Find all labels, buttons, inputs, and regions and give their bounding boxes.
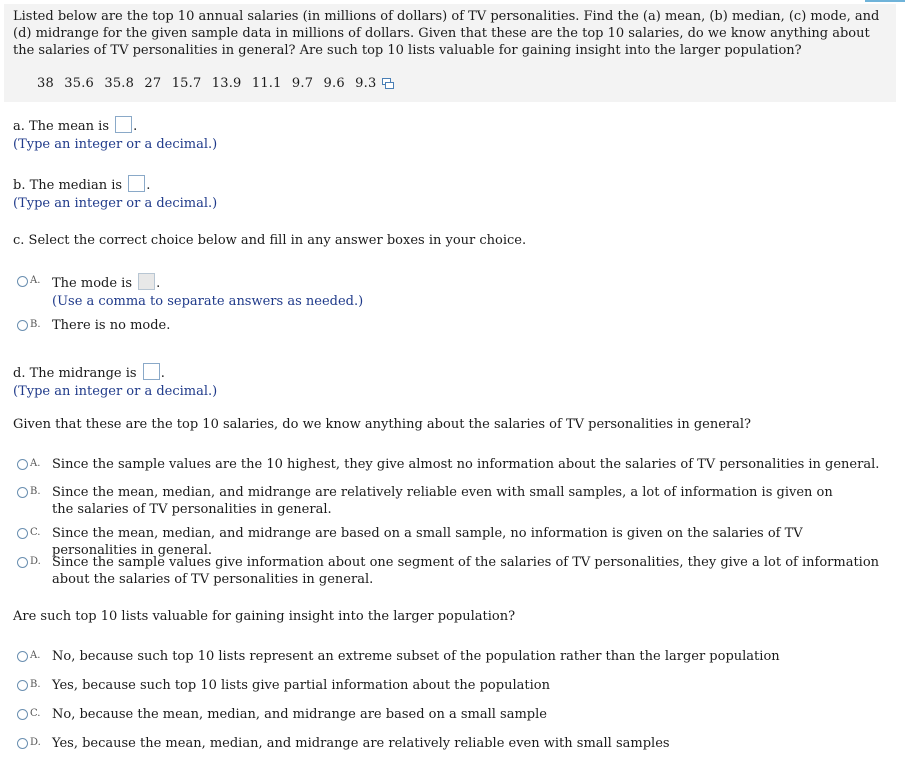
radio-button[interactable] <box>17 680 28 691</box>
general-option-d[interactable]: D. Since the sample values give information about one segment of the salaries of TV personalities, they give a lot of information about the salaries of TV personalities in general. <box>17 554 892 588</box>
radio-button[interactable] <box>17 487 28 498</box>
mode-option-b-text: There is no mode. <box>52 318 171 333</box>
mode-option-a[interactable]: A. The mode is . <box>17 273 160 292</box>
median-answer-box[interactable] <box>128 175 145 192</box>
mode-answer-box[interactable] <box>138 273 155 290</box>
radio-button[interactable] <box>17 557 28 568</box>
part-d-hint: (Type an integer or a decimal.) <box>13 384 218 399</box>
sample-data-values: 38 35.6 35.8 27 15.7 13.9 11.1 9.7 9.6 9.3 <box>37 76 377 91</box>
top-accent-bar <box>865 0 905 2</box>
valuable-option-c[interactable]: C. No, because the mean, median, and midrange are based on a small sample <box>17 706 547 723</box>
question-stem: Listed below are the top 10 annual salaries (in millions of dollars) of TV personalities. Find the (a) mean, (b) median, (c) mode, and (d) midrange for the given sample data in millions of dollars. Given that these are the top 10 salaries, do we know anything about the salaries of TV personalities in general? Are such top 10 lists valuable for gaining insight into the larger population? <box>13 9 880 58</box>
valuable-question-prompt: Are such top 10 lists valuable for gaining insight into the larger population? <box>13 609 516 624</box>
mode-option-a-hint: (Use a comma to separate answers as needed.) <box>52 294 364 309</box>
part-c-prompt: c. Select the correct choice below and fill in any answer boxes in your choice. <box>13 233 527 248</box>
general-option-a-text: Since the sample values are the 10 highest, they give almost no information about the salaries of TV personalities in general. <box>52 457 880 472</box>
valuable-option-b-text: Yes, because such top 10 lists give partial information about the population <box>52 678 550 693</box>
general-option-b-text: Since the mean, median, and midrange are relatively reliable even with small samples, a lot of information is given on the salaries of TV personalities in general. <box>52 485 833 517</box>
general-option-b[interactable]: B. Since the mean, median, and midrange are relatively reliable even with small samples, a lot of information is given on the salaries of TV personalities in general. <box>17 484 857 518</box>
radio-button[interactable] <box>17 459 28 470</box>
valuable-option-a-text: No, because such top 10 lists represent an extreme subset of the population rather than the larger population <box>52 649 780 664</box>
sample-data-row <box>37 76 394 91</box>
radio-button[interactable] <box>17 738 28 749</box>
radio-button[interactable] <box>17 651 28 662</box>
radio-button[interactable] <box>17 320 28 331</box>
valuable-option-a[interactable]: A. No, because such top 10 lists represent an extreme subset of the population rather than the larger population <box>17 648 780 665</box>
valuable-option-c-text: No, because the mean, median, and midrange are based on a small sample <box>52 707 547 722</box>
valuable-option-d[interactable]: D. Yes, because the mean, median, and midrange are relatively reliable even with small samples <box>17 735 670 752</box>
part-a-label: a. The mean is <box>13 119 109 134</box>
part-b-label: b. The median is <box>13 178 123 193</box>
valuable-option-b[interactable]: B. Yes, because such top 10 lists give partial information about the population <box>17 677 550 694</box>
midrange-answer-box[interactable] <box>143 363 160 380</box>
mode-option-a-text: The mode is <box>52 276 132 291</box>
radio-button[interactable] <box>17 709 28 720</box>
general-option-a[interactable]: A. Since the sample values are the 10 highest, they give almost no information about the salaries of TV personalities in general. <box>17 456 887 473</box>
radio-button[interactable] <box>17 276 28 287</box>
part-b-line: b. The median is . <box>13 175 150 193</box>
mean-answer-box[interactable] <box>115 116 132 133</box>
radio-button[interactable] <box>17 528 28 539</box>
general-option-c[interactable]: C. Since the mean, median, and midrange are based on a small sample, no information is given on the salaries of TV personalities in general. <box>17 525 887 559</box>
part-d-line: d. The midrange is . <box>13 363 165 381</box>
mode-option-b[interactable]: B. There is no mode. <box>17 317 170 334</box>
general-option-d-text: Since the sample values give information about one segment of the salaries of TV personalities, they give a lot of information about the salaries of TV personalities in general. <box>52 555 880 587</box>
part-a-line: a. The mean is . <box>13 116 137 134</box>
part-b-hint: (Type an integer or a decimal.) <box>13 196 218 211</box>
part-d-label: d. The midrange is <box>13 366 137 381</box>
valuable-option-d-text: Yes, because the mean, median, and midrange are relatively reliable even with small samples <box>52 736 670 751</box>
copy-data-icon[interactable] <box>382 78 394 89</box>
general-option-c-text: Since the mean, median, and midrange are based on a small sample, no information is given on the salaries of TV personalities in general. <box>52 526 803 558</box>
general-question-prompt: Given that these are the top 10 salaries, do we know anything about the salaries of TV personalities in general? <box>13 417 752 432</box>
part-a-hint: (Type an integer or a decimal.) <box>13 137 218 152</box>
